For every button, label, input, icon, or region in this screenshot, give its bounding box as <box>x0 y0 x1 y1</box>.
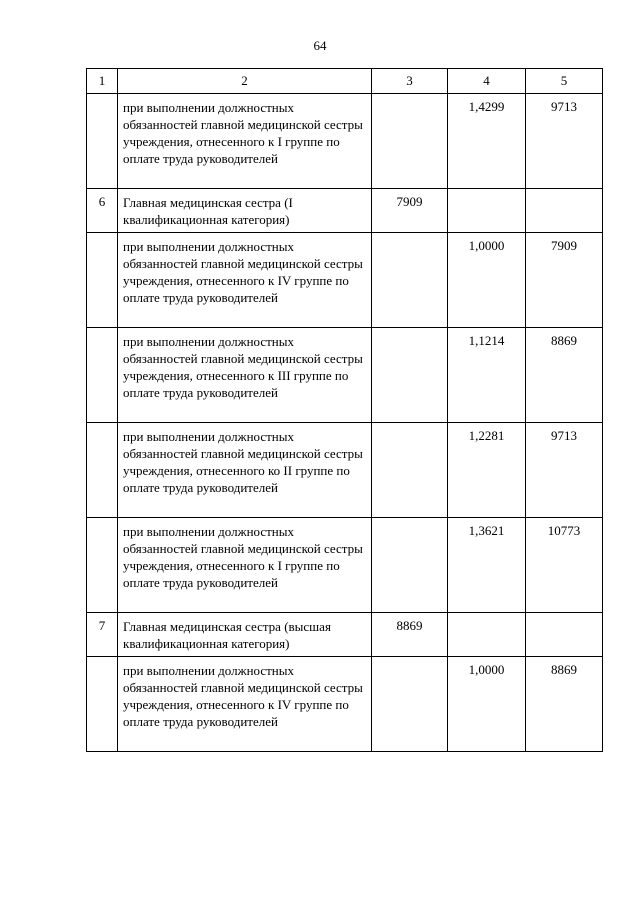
base-salary-cell <box>372 423 448 518</box>
row-number: 7 <box>87 613 118 657</box>
row-description: при выполнении должностных обязанностей главной медицинской сестры учреждения, отнесенного к I группе по оплате труда руководителей <box>118 94 372 189</box>
table-header-row <box>87 69 603 94</box>
table-row <box>87 657 603 752</box>
row-description: при выполнении должностных обязанностей главной медицинской сестры учреждения, отнесенного к III группе по оплате труда руководителей <box>118 328 372 423</box>
coefficient-cell <box>448 613 526 657</box>
row-description: Главная медицинская сестра (высшая квалификационная категория) <box>118 613 372 657</box>
base-salary-cell <box>372 657 448 752</box>
salary-cell <box>526 613 603 657</box>
table-row <box>87 233 603 328</box>
row-description: при выполнении должностных обязанностей главной медицинской сестры учреждения, отнесенного к IV группе по оплате труда руководителей <box>118 233 372 328</box>
row-number <box>87 518 118 613</box>
base-salary-cell <box>372 518 448 613</box>
row-description: Главная медицинская сестра (I квалификационная категория) <box>118 189 372 233</box>
table-row <box>87 423 603 518</box>
base-salary-cell <box>372 94 448 189</box>
salary-cell: 9713 <box>526 94 603 189</box>
base-salary-cell <box>372 328 448 423</box>
row-number <box>87 423 118 518</box>
row-description: при выполнении должностных обязанностей главной медицинской сестры учреждения, отнесенного к I группе по оплате труда руководителей <box>118 518 372 613</box>
table-row <box>87 94 603 189</box>
column-header-4: 4 <box>448 69 526 94</box>
row-description: при выполнении должностных обязанностей главной медицинской сестры учреждения, отнесенного к IV группе по оплате труда руководителей <box>118 657 372 752</box>
salary-cell: 8869 <box>526 657 603 752</box>
salary-cell: 9713 <box>526 423 603 518</box>
salary-cell: 7909 <box>526 233 603 328</box>
base-salary-cell: 7909 <box>372 189 448 233</box>
row-number <box>87 328 118 423</box>
table-row <box>87 328 603 423</box>
page-number: 64 <box>313 38 327 53</box>
base-salary-cell <box>372 233 448 328</box>
salary-cell: 10773 <box>526 518 603 613</box>
column-header-2: 2 <box>118 69 372 94</box>
table-row <box>87 613 603 657</box>
salary-table <box>86 68 603 752</box>
table-row <box>87 518 603 613</box>
coefficient-cell: 1,3621 <box>448 518 526 613</box>
coefficient-cell: 1,0000 <box>448 233 526 328</box>
coefficient-cell: 1,1214 <box>448 328 526 423</box>
salary-cell <box>526 189 603 233</box>
column-header-5: 5 <box>526 69 603 94</box>
column-header-3: 3 <box>372 69 448 94</box>
salary-cell: 8869 <box>526 328 603 423</box>
base-salary-cell: 8869 <box>372 613 448 657</box>
row-number <box>87 233 118 328</box>
coefficient-cell <box>448 189 526 233</box>
column-header-1: 1 <box>87 69 118 94</box>
coefficient-cell: 1,2281 <box>448 423 526 518</box>
row-number <box>87 657 118 752</box>
row-number: 6 <box>87 189 118 233</box>
coefficient-cell: 1,4299 <box>448 94 526 189</box>
table-row <box>87 189 603 233</box>
row-number <box>87 94 118 189</box>
row-description: при выполнении должностных обязанностей главной медицинской сестры учреждения, отнесенного ко II группе по оплате труда руководителей <box>118 423 372 518</box>
coefficient-cell: 1,0000 <box>448 657 526 752</box>
